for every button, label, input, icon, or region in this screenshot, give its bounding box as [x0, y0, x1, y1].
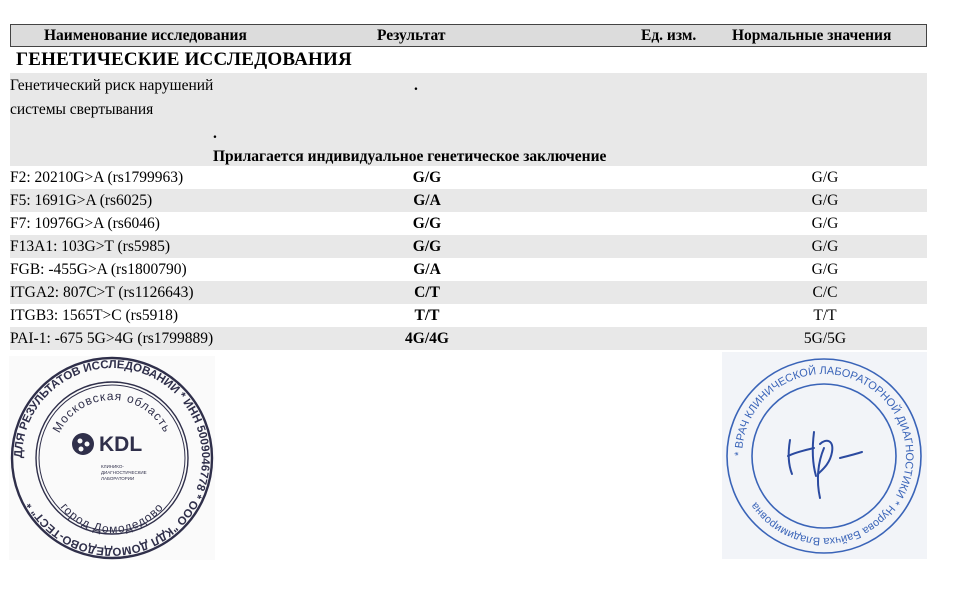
svg-text:КЛИНИКО-: КЛИНИКО-: [101, 464, 124, 469]
gene-normal: G/G: [811, 238, 839, 255]
gene-normal: G/G: [811, 169, 839, 186]
gene-normal: T/T: [813, 307, 837, 324]
section-title: ГЕНЕТИЧЕСКИЕ ИССЛЕДОВАНИЯ: [16, 49, 352, 70]
svg-text:город Домодедово: [58, 500, 167, 536]
gene-name: PAI-1: -675 5G>4G (rs1799889): [10, 330, 214, 347]
doctor-stamp-text: * ВРАЧ КЛИНИЧЕСКОЙ ЛАБОРАТОРНОЙ ДИАГНОСТИКИ * Нурова Байчха Владимировна: [732, 364, 916, 548]
svg-text:ЛАБОРАТОРИИ: ЛАБОРАТОРИИ: [101, 476, 135, 481]
seal-inner-top-text: Московская область: [49, 388, 175, 436]
gene-result: C/T: [414, 284, 440, 301]
gene-name: F2: 20210G>A (rs1799963): [10, 169, 184, 186]
seal-outer-text: ДЛЯ РЕЗУЛЬТАТОВ ИССЛЕДОВАНИЙ * ИНН 5009046778 * ООО "КДЛ ДОМОДЕДОВО-ТЕСТ" *: [12, 358, 212, 558]
gene-normal: G/G: [811, 192, 839, 209]
conclusion-note: Прилагается индивидуальное генетическое заключение: [213, 148, 607, 165]
gene-name: FGB: -455G>A (rs1800790): [10, 261, 187, 278]
gene-name: F5: 1691G>A (rs6025): [10, 192, 153, 209]
gene-result: G/A: [413, 192, 441, 209]
table-header: [10, 24, 927, 47]
seal-icon: [9, 356, 215, 560]
test-result-dot: .: [414, 77, 418, 94]
col-header-normal: Нормальные значения: [732, 27, 892, 44]
test-dot: .: [213, 125, 217, 142]
organization-seal: [9, 356, 215, 560]
table-row: [10, 327, 927, 350]
gene-name: F13A1: 103G>T (rs5985): [10, 238, 171, 255]
kdl-logo-icon: [72, 433, 147, 481]
table-row: [10, 189, 927, 212]
gene-result: G/A: [413, 261, 441, 278]
gene-normal: G/G: [811, 215, 839, 232]
svg-text:ДИАГНОСТИЧЕСКИЕ: ДИАГНОСТИЧЕСКИЕ: [101, 470, 147, 475]
table-row: [10, 212, 927, 235]
gene-result: G/G: [412, 169, 442, 186]
table-row: [10, 166, 927, 189]
gene-normal: G/G: [811, 261, 839, 278]
gene-result: 4G/4G: [405, 330, 449, 347]
table-row: [10, 304, 927, 327]
col-header-unit: Ед. изм.: [641, 27, 697, 44]
doctor-stamp-icon: [722, 352, 927, 559]
gene-name: ITGA2: 807C>T (rs1126643): [10, 284, 194, 301]
table-row: [10, 235, 927, 258]
test-name-line1: Генетический риск нарушений: [10, 77, 214, 94]
signature-icon: [788, 432, 862, 498]
gene-name: ITGB3: 1565T>C (rs5918): [10, 307, 179, 324]
table-row: [10, 281, 927, 304]
gene-result: G/G: [412, 215, 442, 232]
test-name-line2: системы свертывания: [10, 101, 154, 118]
col-header-name: Наименование исследования: [44, 27, 247, 44]
table-row: [10, 258, 927, 281]
doctor-stamp: [722, 352, 927, 559]
svg-text:KDL: KDL: [99, 433, 143, 456]
gene-name: F7: 10976G>A (rs6046): [10, 215, 160, 232]
gene-normal: 5G/5G: [803, 330, 847, 347]
svg-text:* ВРАЧ КЛИНИЧЕСКОЙ ЛАБОРАТОРНО: [733, 364, 915, 547]
seal-inner-bottom-text: город Домодедово: [57, 500, 167, 537]
col-header-result: Результат: [377, 27, 446, 44]
gene-result: T/T: [414, 307, 440, 324]
gene-result: G/G: [412, 238, 442, 255]
gene-normal: C/C: [812, 284, 838, 301]
